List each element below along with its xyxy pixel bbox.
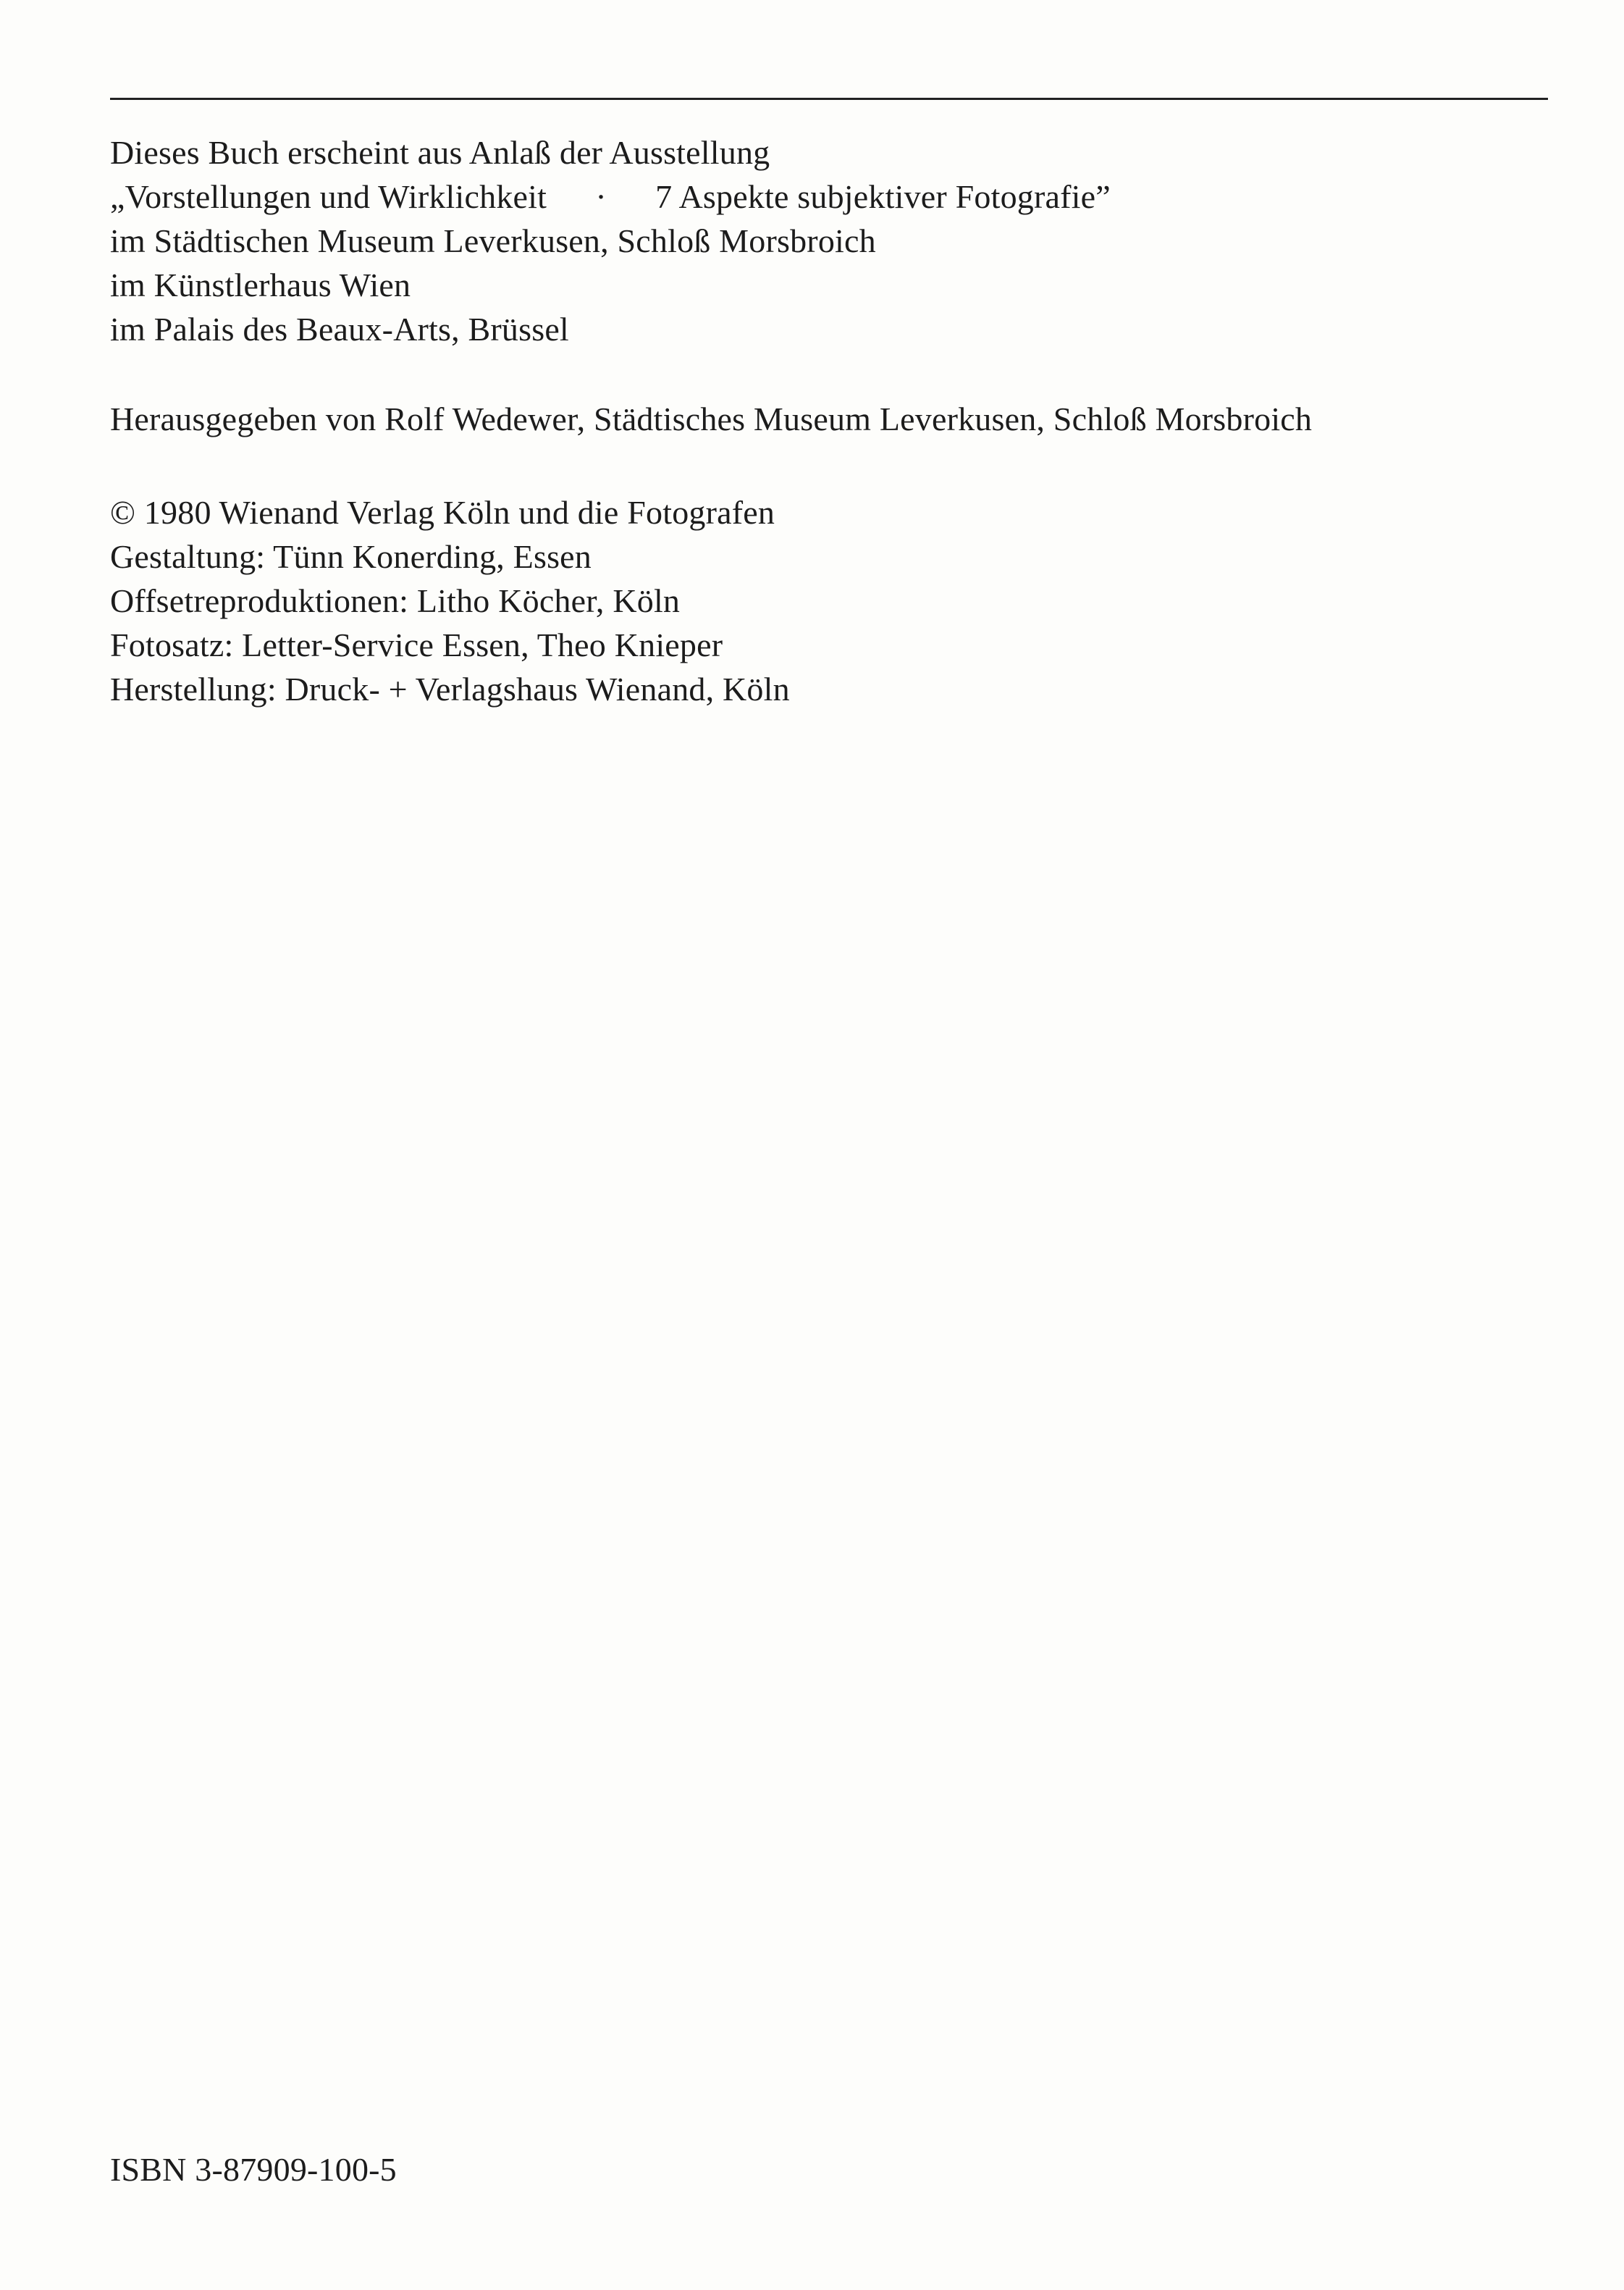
exhibition-title-separator: · <box>595 178 607 215</box>
editor-notice <box>110 397 1312 441</box>
design-credit: Gestaltung: Tünn Konerding, Essen <box>110 538 592 575</box>
exhibition-intro-line: Dieses Buch erscheint aus Anlaß der Ausstellung <box>110 134 770 171</box>
venue-wien: im Künstlerhaus Wien <box>110 267 411 303</box>
offset-credit: Offsetreproduktionen: Litho Köcher, Köln <box>110 582 681 619</box>
exhibition-title-part-1: „Vorstellungen und Wirklichkeit <box>110 178 547 215</box>
top-rule <box>110 98 1548 100</box>
venue-leverkusen: im Städtischen Museum Leverkusen, Schloß Morsbroich <box>110 222 876 259</box>
copyright-line: © 1980 Wienand Verlag Köln und die Fotografen <box>110 494 775 531</box>
isbn-line: ISBN 3-87909-100-5 <box>110 2151 397 2188</box>
exhibition-title-part-2: 7 Aspekte subjektiver Fotografie” <box>655 178 1111 215</box>
exhibition-title-line <box>110 175 1111 219</box>
exhibition-notice <box>110 130 1111 351</box>
venue-bruessel: im Palais des Beaux-Arts, Brüssel <box>110 311 569 348</box>
editor-line: Herausgegeben von Rolf Wedewer, Städtisches Museum Leverkusen, Schloß Morsbroich <box>110 400 1313 437</box>
production-credit: Herstellung: Druck- + Verlagshaus Wienand, Köln <box>110 671 790 708</box>
isbn-block <box>110 2147 397 2192</box>
credits-block <box>110 490 790 711</box>
typesetting-credit: Fotosatz: Letter-Service Essen, Theo Knieper <box>110 626 723 663</box>
